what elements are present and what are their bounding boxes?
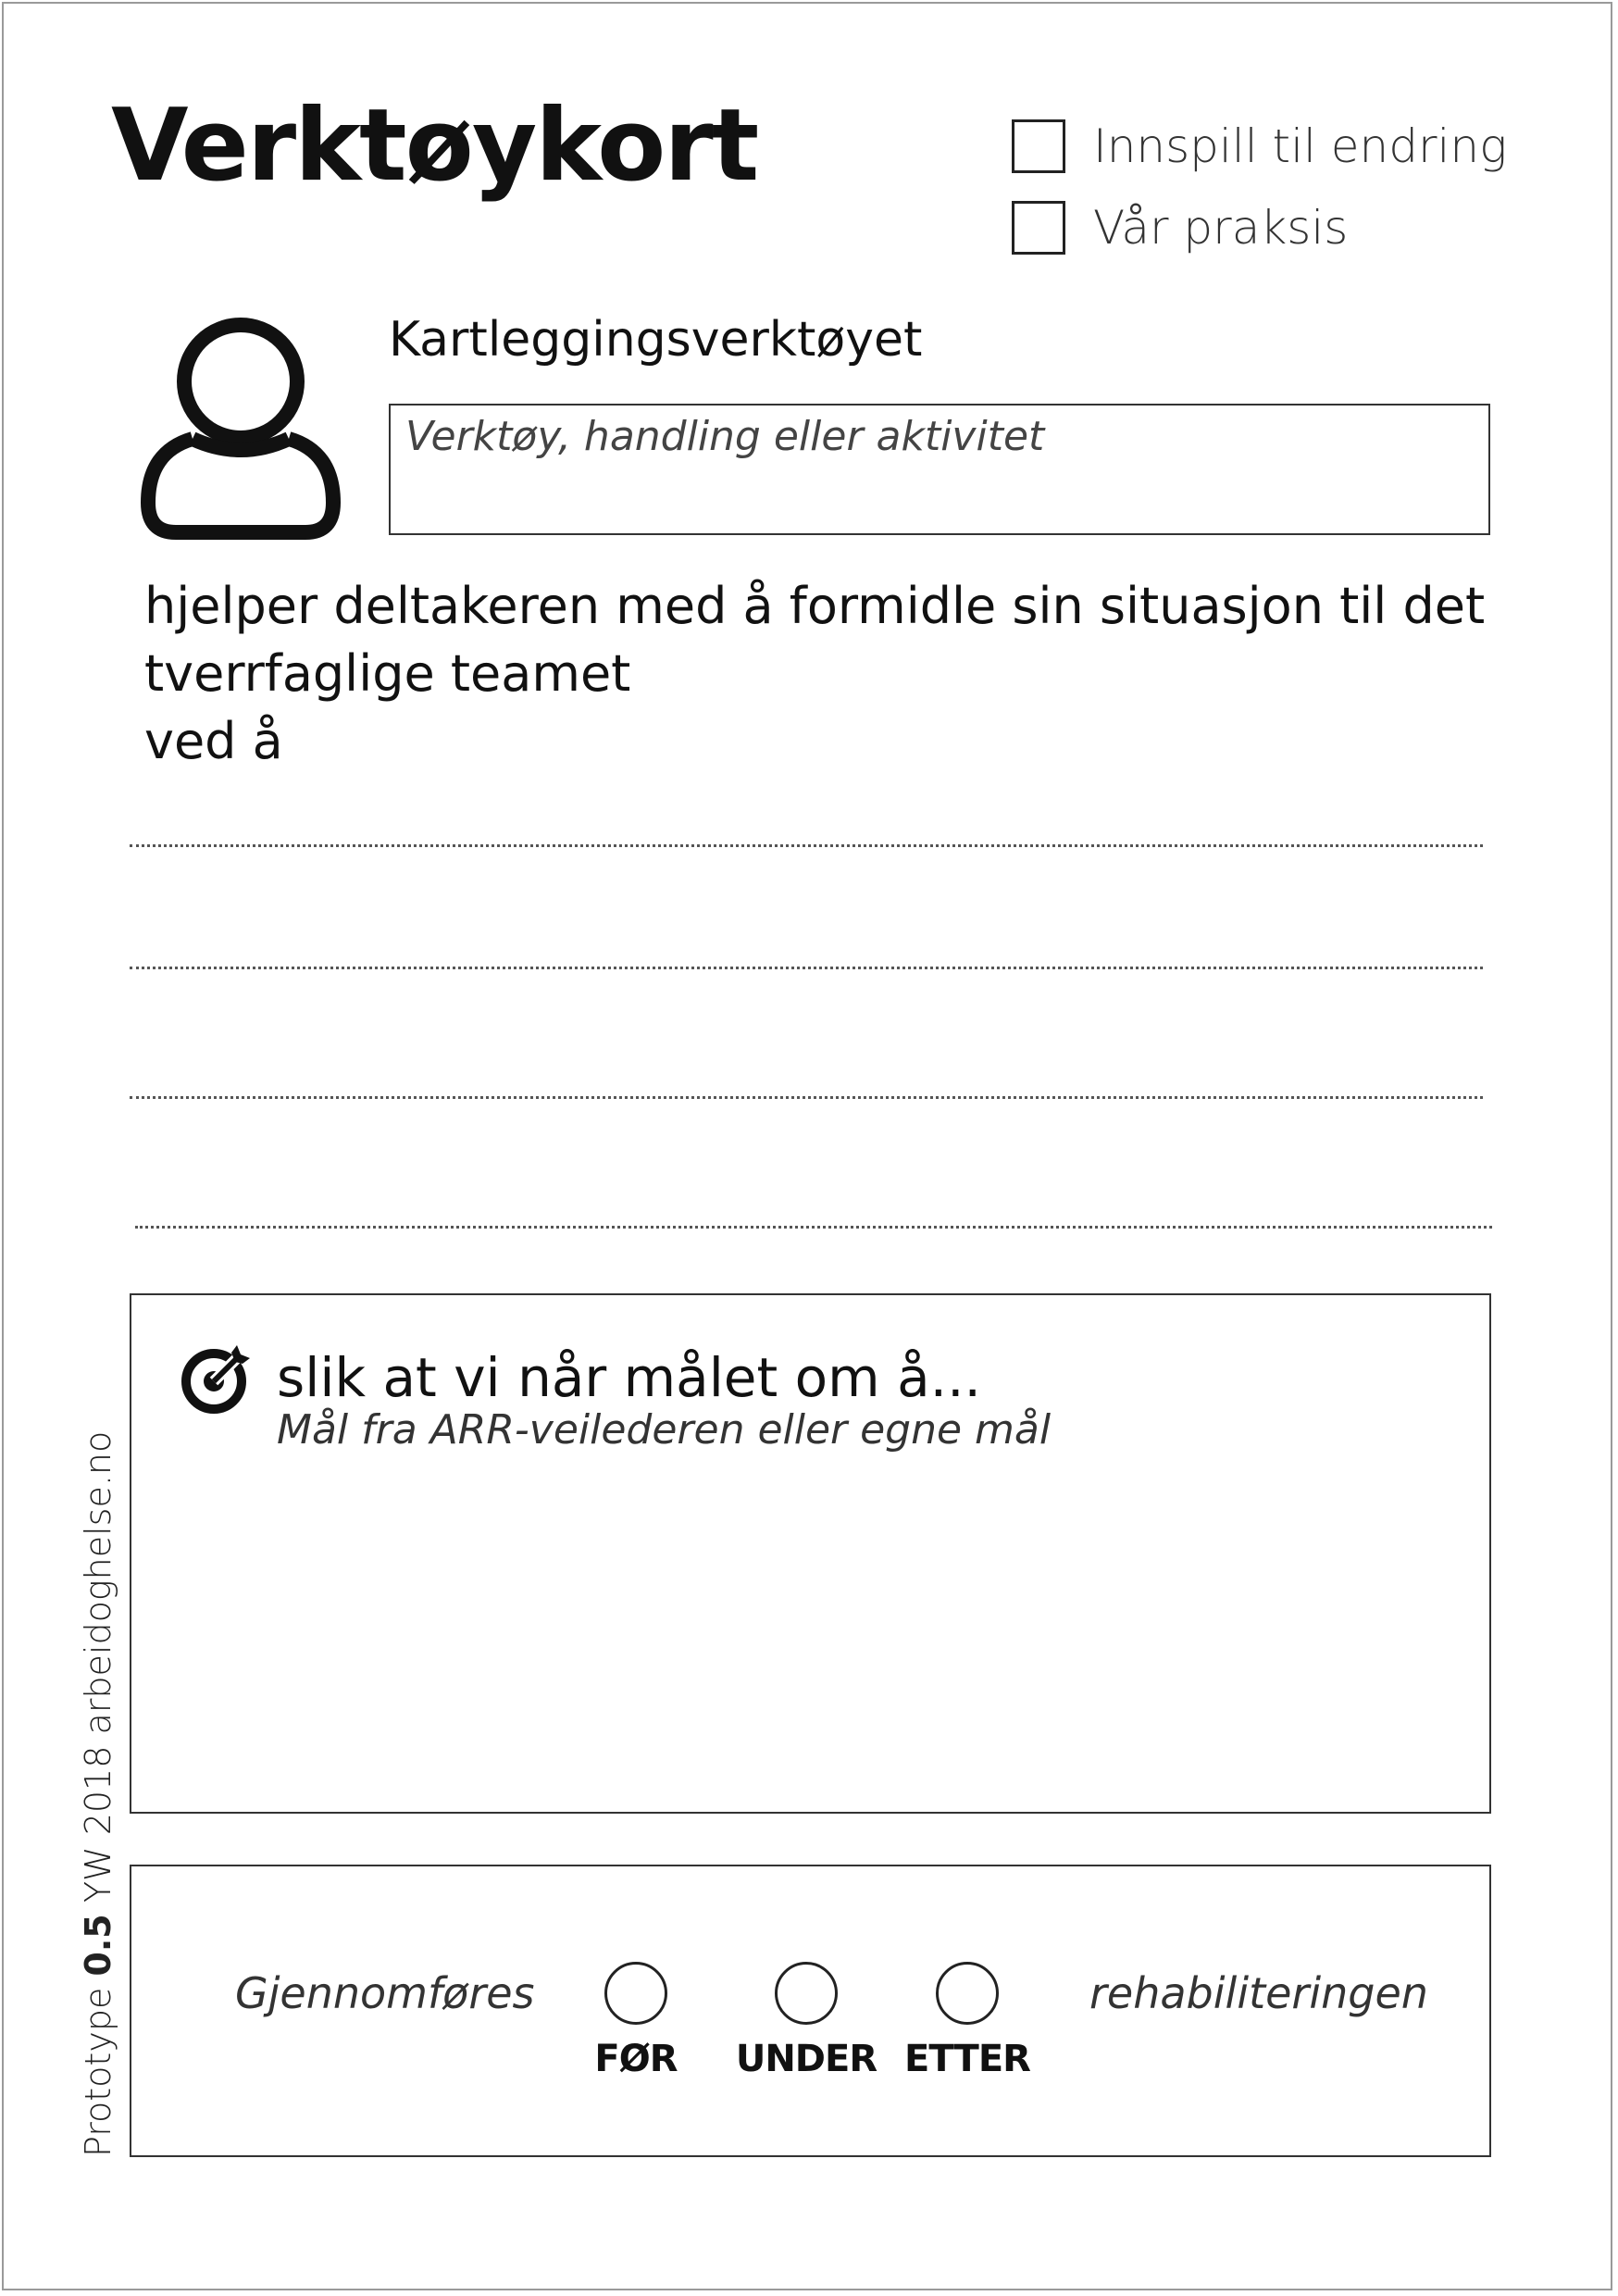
option-label: Innspill til endring <box>1093 119 1508 173</box>
tool-heading: Kartleggingsverktøyet <box>389 312 923 368</box>
goal-hint: Mål fra ARR-veilederen eller egne mål <box>277 1406 1052 1454</box>
checkbox-innspill-til-endring[interactable] <box>1012 119 1065 173</box>
radio-label-for: FØR <box>594 2038 678 2080</box>
credit-text: YW 2018 arbeidoghelse.no <box>78 1430 118 1903</box>
radio-label-etter: ETTER <box>904 2038 1030 2080</box>
goal-heading: slik at vi når målet om å... <box>277 1346 981 1409</box>
card-title: Verktøykort <box>111 88 758 204</box>
statement-text <box>144 572 1496 775</box>
radio-for[interactable] <box>604 1962 667 2025</box>
goal-section <box>130 1293 1491 1814</box>
person-icon <box>139 313 342 541</box>
option-innspill-til-endring[interactable] <box>1012 117 1507 176</box>
goal-input[interactable] <box>277 1480 1447 1780</box>
timing-suffix: rehabiliteringen <box>1089 1968 1428 2018</box>
footer-credit <box>77 1431 119 2157</box>
answer-line-2[interactable] <box>130 967 1483 969</box>
version-number: 0.5 <box>78 1914 118 1977</box>
prototype-label: Prototype <box>78 1987 118 2157</box>
checkbox-var-praksis[interactable] <box>1012 201 1065 255</box>
statement-line: hjelper deltakeren med å formidle sin situasjon til det <box>144 577 1486 635</box>
target-icon <box>180 1341 254 1416</box>
timing-prefix: Gjennomføres <box>235 1968 535 2018</box>
radio-etter[interactable] <box>936 1962 999 2025</box>
option-label: Vår praksis <box>1093 201 1349 255</box>
answer-line-4[interactable] <box>135 1226 1492 1229</box>
statement-line: tverrfaglige teamet <box>144 644 631 703</box>
answer-line-3[interactable] <box>130 1096 1483 1099</box>
option-var-praksis[interactable] <box>1012 198 1348 257</box>
tool-input[interactable] <box>389 404 1490 535</box>
radio-under[interactable] <box>775 1962 838 2025</box>
timing-section <box>130 1865 1491 2157</box>
answer-line-1[interactable] <box>130 844 1483 847</box>
statement-line: ved å <box>144 712 283 770</box>
radio-label-under: UNDER <box>735 2038 877 2080</box>
